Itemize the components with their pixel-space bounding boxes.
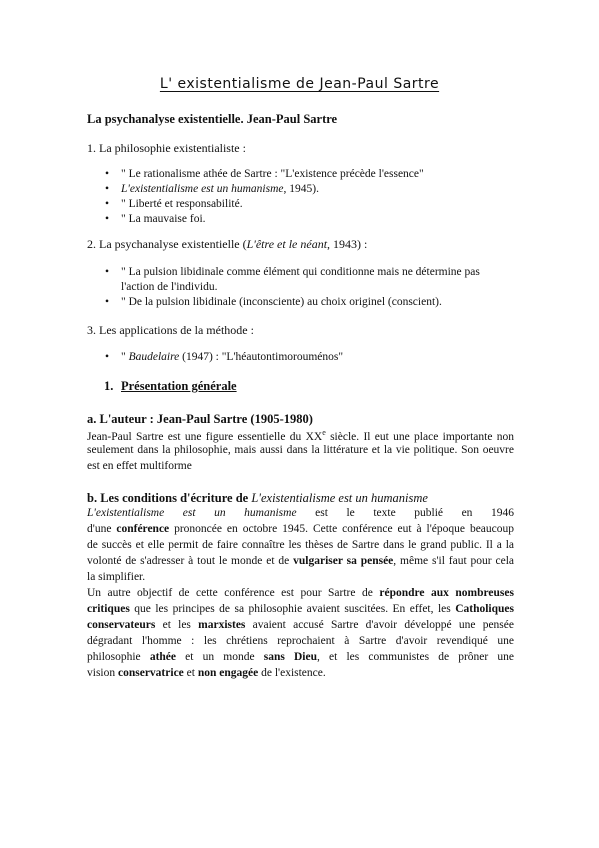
subsection-b-heading: b. Les conditions d'écriture de L'existentialisme est un humanisme [87, 491, 428, 505]
document-page: L' existentialisme de Jean-Paul Sartre La psychanalyse existentielle. Jean-Paul Sartre 1. La philosophie existentialiste : • " Le rationalisme athée de Sartre : "L'existence précède l'essence" • L'existentialisme est un humanisme, 1945). • " Liberté et responsabilité. • " La mauvaise foi. 2. La psychanalyse existentielle (L'être et le néant, 1943) : • " La pulsion libidinale comme élément qui conditionne mais ne détermine pas l'action de l'individu. • " De la pulsion libidinale (inconsciente) au choix originel (conscient). 3. Les applications de la méthode : • " Baudelaire (1947) : "L'héautontimorouménos" 1. Présentation générale a. L'auteur : Jean-Paul Sartre (1905-1980) Jean-Paul Sartre est une figure essentielle du XXe siècle. Il eut une place importante non seulement dans la philosophie, mais aussi dans la littérature et la vie politique. Son oeuvre est en effet multiforme b. Les conditions d'écriture de L'existentialisme est un humanisme L'existentialisme est un humanisme est le texte publié en 1946 d'une conférence prononcée en octobre 1945. Cette conférence eut à l'époque beaucoup de succès et elle permit de faire connaître les thèses de Sartre dans le grand public. Il a la volonté de s'adresser à tout le monde et de vulgariser sa pensée, même s'il faut pour cela la simplifier. Un autre objectif de cette conférence est pour Sartre de répondre aux nombreuses critiques que les principes de sa philosophie avaient suscitées. En effet, les Catholiques conservateurs et les marxistes avaient accusé Sartre d'avoir développé une pensée dégradant l'homme : les chrétiens reprochaient à Sartre d'avoir revendiqué une philosophie athée et un monde sans Dieu, et les communistes de prôner une vision conservatrice et non engagée de l'existence. [0, 0, 599, 848]
paragraph-line: philosophie athée et un monde sans Dieu, et les communistes de prôner une [87, 651, 514, 663]
paragraph-line: d'une conférence prononcée en octobre 1945. Cette conférence eut à l'époque beaucoup [87, 523, 515, 535]
section3-label: 3. Les applications de la méthode : [87, 323, 254, 337]
subsection-a-heading: a. L'auteur : Jean-Paul Sartre (1905-1980) [87, 412, 313, 426]
bullet-icon: • [105, 213, 110, 225]
paragraph-line: de succès et elle permit de faire connaître les thèses de Sartre dans le grand public. Il a la [87, 539, 514, 551]
bullet-icon: • [105, 183, 110, 195]
paragraph-line: vision conservatrice et non engagée de l'existence. [87, 667, 326, 679]
paragraph-line: volonté de s'adresser à tout le monde et de vulgariser sa pensée, même s'il faut pour cela [87, 555, 514, 567]
part-title: Présentation générale [121, 379, 237, 393]
paragraph-line: Jean-Paul Sartre est une figure essentielle du XXe siècle. Il eut une place importante non [87, 428, 515, 443]
bullet-icon: • [105, 168, 110, 180]
bullet-icon: • [105, 266, 110, 278]
bullet-icon: • [105, 198, 110, 210]
paragraph-line: L'existentialisme est un humanisme est le texte publié en 1946 [87, 507, 514, 519]
section2-label: 2. La psychanalyse existentielle (L'être et le néant, 1943) : [87, 237, 368, 251]
paragraph-line: conservateurs et les marxistes avaient accusé Sartre d'avoir développé une pensée [87, 619, 514, 631]
paragraph-line: est en effet multiforme [87, 460, 192, 472]
paragraph-line: critiques que les principes de sa philosophie avaient suscitées. En effet, les Catholiques [87, 603, 514, 615]
main-heading: La psychanalyse existentielle. Jean-Paul Sartre [87, 112, 338, 126]
bullet-icon: • [105, 296, 110, 308]
part-number: 1. [104, 379, 114, 393]
paragraph-line: Un autre objectif de cette conférence est pour Sartre de répondre aux nombreuses [87, 587, 514, 599]
page-title: L' existentialisme de Jean-Paul Sartre [159, 76, 440, 92]
bullet-icon: • [105, 351, 110, 363]
paragraph-line: seulement dans la philosophie, mais aussi dans la littérature et la vie politique. Son oeuvre [87, 444, 514, 456]
paragraph-line: dégradant l'homme : les chrétiens reprochaient à Sartre d'avoir revendiqué une [87, 635, 514, 647]
section1-label: 1. La philosophie existentialiste : [87, 141, 246, 155]
paragraph-line: la simplifier. [87, 571, 146, 583]
